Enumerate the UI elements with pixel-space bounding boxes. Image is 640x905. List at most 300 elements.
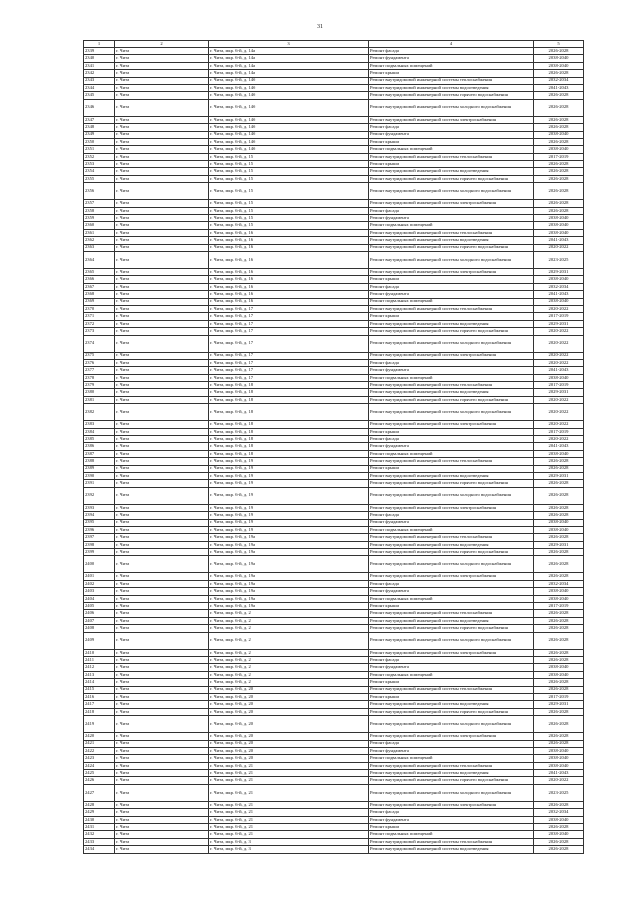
work-type-cell: Ремонт внутридомовой инженерной системы теплоснабжения xyxy=(369,305,534,312)
row-number-cell: 2397 xyxy=(84,534,115,541)
locality-cell: г. Чита xyxy=(115,573,209,580)
row-number-cell: 2399 xyxy=(84,549,115,556)
period-cell: 2026-2028 xyxy=(534,48,584,55)
address-cell: г. Чита, мкр. 6-й, д. 19а xyxy=(209,549,369,556)
period-cell: 2020-2022 xyxy=(534,335,584,352)
work-type-cell: Ремонт фундамента xyxy=(369,291,534,298)
address-cell: г. Чита, мкр. 6-й, д. 14б xyxy=(209,116,369,123)
address-cell: г. Чита, мкр. 6-й, д. 2 xyxy=(209,610,369,617)
row-number-cell: 2417 xyxy=(84,701,115,708)
address-cell: г. Чита, мкр. 6-й, д. 18 xyxy=(209,450,369,457)
address-cell: г. Чита, мкр. 6-й, д. 19 xyxy=(209,512,369,519)
table-row xyxy=(84,99,584,116)
locality-cell: г. Чита xyxy=(115,244,209,251)
address-cell: г. Чита, мкр. 6-й, д. 21 xyxy=(209,762,369,769)
locality-cell: г. Чита xyxy=(115,62,209,69)
period-cell: 2020-2022 xyxy=(534,421,584,428)
locality-cell: г. Чита xyxy=(115,625,209,632)
table-row xyxy=(84,428,584,435)
address-cell: г. Чита, мкр. 6-й, д. 14а xyxy=(209,70,369,77)
row-number-cell: 2405 xyxy=(84,603,115,610)
locality-cell: г. Чита xyxy=(115,649,209,656)
period-cell: 2038-2040 xyxy=(534,222,584,229)
address-cell: г. Чита, мкр. 6-й, д. 14б xyxy=(209,124,369,131)
work-type-cell: Ремонт внутридомовой инженерной системы водоотведения xyxy=(369,770,534,777)
address-cell: г. Чита, мкр. 6-й, д. 20 xyxy=(209,693,369,700)
table-row xyxy=(84,541,584,548)
locality-cell: г. Чита xyxy=(115,138,209,145)
row-number-cell: 2402 xyxy=(84,580,115,587)
table-row xyxy=(84,733,584,740)
period-cell: 2020-2022 xyxy=(534,305,584,312)
period-cell: 2023-2025 xyxy=(534,784,584,801)
row-number-cell: 2389 xyxy=(84,465,115,472)
locality-cell: г. Чита xyxy=(115,153,209,160)
locality-cell: г. Чита xyxy=(115,465,209,472)
period-cell: 2026-2028 xyxy=(534,733,584,740)
period-cell: 2029-2031 xyxy=(534,268,584,275)
locality-cell: г. Чита xyxy=(115,207,209,214)
locality-cell: г. Чита xyxy=(115,77,209,84)
work-type-cell: Ремонт внутридомовой инженерной системы водоотведения xyxy=(369,84,534,91)
table-row xyxy=(84,664,584,671)
table-row xyxy=(84,229,584,236)
period-cell: 2026-2028 xyxy=(534,92,584,99)
address-cell: г. Чита, мкр. 6-й, д. 15 xyxy=(209,175,369,182)
period-cell: 2023-2025 xyxy=(534,251,584,268)
table-header-row xyxy=(84,41,584,48)
address-cell: г. Чита, мкр. 6-й, д. 19 xyxy=(209,504,369,511)
period-cell: 2026-2028 xyxy=(534,116,584,123)
period-cell: 2041-2043 xyxy=(534,367,584,374)
work-type-cell: Ремонт внутридомовой инженерной системы теплоснабжения xyxy=(369,610,534,617)
period-cell: 2026-2028 xyxy=(534,740,584,747)
locality-cell: г. Чита xyxy=(115,701,209,708)
table-row xyxy=(84,617,584,624)
locality-cell: г. Чита xyxy=(115,305,209,312)
table-row xyxy=(84,831,584,838)
locality-cell: г. Чита xyxy=(115,708,209,715)
work-type-cell: Ремонт внутридомовой инженерной системы электроснабжения xyxy=(369,504,534,511)
work-type-cell: Ремонт крыши xyxy=(369,693,534,700)
works-table xyxy=(83,40,584,854)
period-cell: 2026-2028 xyxy=(534,617,584,624)
locality-cell: г. Чита xyxy=(115,671,209,678)
address-cell: г. Чита, мкр. 6-й, д. 2 xyxy=(209,625,369,632)
period-cell: 2038-2040 xyxy=(534,131,584,138)
period-cell: 2026-2028 xyxy=(534,573,584,580)
row-number-cell: 2418 xyxy=(84,708,115,715)
work-type-cell: Ремонт внутридомовой инженерной системы холодного водоснабжения xyxy=(369,404,534,421)
locality-cell: г. Чита xyxy=(115,657,209,664)
work-type-cell: Ремонт внутридомовой инженерной системы электроснабжения xyxy=(369,733,534,740)
address-cell: г. Чита, мкр. 6-й, д. 18 xyxy=(209,428,369,435)
locality-cell: г. Чита xyxy=(115,770,209,777)
address-cell: г. Чита, мкр. 6-й, д. 18 xyxy=(209,404,369,421)
work-type-cell: Ремонт внутридомовой инженерной системы водоотведения xyxy=(369,389,534,396)
row-number-cell: 2349 xyxy=(84,131,115,138)
table-row xyxy=(84,846,584,853)
row-number-cell: 2423 xyxy=(84,755,115,762)
work-type-cell: Ремонт подвальных помещений xyxy=(369,374,534,381)
table-row xyxy=(84,580,584,587)
period-cell: 2026-2028 xyxy=(534,556,584,573)
period-cell: 2026-2028 xyxy=(534,207,584,214)
address-cell: г. Чита, мкр. 6-й, д. 14б xyxy=(209,146,369,153)
work-type-cell: Ремонт внутридомовой инженерной системы электроснабжения xyxy=(369,421,534,428)
period-cell: 2026-2028 xyxy=(534,487,584,504)
period-cell: 2026-2028 xyxy=(534,534,584,541)
row-number-cell: 2355 xyxy=(84,175,115,182)
period-cell: 2026-2028 xyxy=(534,649,584,656)
row-number-cell: 2363 xyxy=(84,244,115,251)
address-cell: г. Чита, мкр. 6-й, д. 19 xyxy=(209,480,369,487)
row-number-cell: 2428 xyxy=(84,801,115,808)
table-row xyxy=(84,276,584,283)
row-number-cell: 2424 xyxy=(84,762,115,769)
period-cell: 2029-2031 xyxy=(534,541,584,548)
work-type-cell: Ремонт подвальных помещений xyxy=(369,62,534,69)
row-number-cell: 2344 xyxy=(84,84,115,91)
period-cell: 2026-2028 xyxy=(534,183,584,200)
address-cell: г. Чита, мкр. 6-й, д. 19 xyxy=(209,465,369,472)
work-type-cell: Ремонт подвальных помещений xyxy=(369,595,534,602)
row-number-cell: 2406 xyxy=(84,610,115,617)
row-number-cell: 2391 xyxy=(84,480,115,487)
period-cell: 2026-2028 xyxy=(534,458,584,465)
period-cell: 2017-2019 xyxy=(534,153,584,160)
table-row xyxy=(84,124,584,131)
address-cell: г. Чита, мкр. 6-й, д. 14б xyxy=(209,92,369,99)
period-cell: 2026-2028 xyxy=(534,716,584,733)
period-cell: 2026-2028 xyxy=(534,708,584,715)
address-cell: г. Чита, мкр. 6-й, д. 15 xyxy=(209,215,369,222)
address-cell: г. Чита, мкр. 6-й, д. 14б xyxy=(209,84,369,91)
row-number-cell: 2369 xyxy=(84,298,115,305)
table-row xyxy=(84,632,584,649)
period-cell: 2038-2040 xyxy=(534,664,584,671)
locality-cell: г. Чита xyxy=(115,335,209,352)
table-row xyxy=(84,519,584,526)
row-number-cell: 2351 xyxy=(84,146,115,153)
work-type-cell: Ремонт фундамента xyxy=(369,747,534,754)
work-type-cell: Ремонт внутридомовой инженерной системы холодного водоснабжения xyxy=(369,784,534,801)
address-cell: г. Чита, мкр. 6-й, д. 14а xyxy=(209,55,369,62)
row-number-cell: 2345 xyxy=(84,92,115,99)
period-cell: 2026-2028 xyxy=(534,480,584,487)
work-type-cell: Ремонт внутридомовой инженерной системы электроснабжения xyxy=(369,801,534,808)
table-row xyxy=(84,62,584,69)
period-cell: 2038-2040 xyxy=(534,55,584,62)
address-cell: г. Чита, мкр. 6-й, д. 20 xyxy=(209,755,369,762)
work-type-cell: Ремонт фундамента xyxy=(369,519,534,526)
address-cell: г. Чита, мкр. 6-й, д. 2 xyxy=(209,664,369,671)
table-row xyxy=(84,838,584,845)
row-number-cell: 2411 xyxy=(84,657,115,664)
header-cell: 5 xyxy=(534,41,584,48)
locality-cell: г. Чита xyxy=(115,610,209,617)
work-type-cell: Ремонт внутридомовой инженерной системы горячего водоснабжения xyxy=(369,549,534,556)
address-cell: г. Чита, мкр. 6-й, д. 15 xyxy=(209,161,369,168)
row-number-cell: 2419 xyxy=(84,716,115,733)
row-number-cell: 2384 xyxy=(84,428,115,435)
locality-cell: г. Чита xyxy=(115,320,209,327)
locality-cell: г. Чита xyxy=(115,70,209,77)
period-cell: 2026-2028 xyxy=(534,610,584,617)
locality-cell: г. Чита xyxy=(115,588,209,595)
row-number-cell: 2392 xyxy=(84,487,115,504)
table-row xyxy=(84,708,584,715)
address-cell: г. Чита, мкр. 6-й, д. 18 xyxy=(209,396,369,403)
address-cell: г. Чита, мкр. 6-й, д. 17 xyxy=(209,320,369,327)
period-cell: 2029-2031 xyxy=(534,701,584,708)
period-cell: 2026-2028 xyxy=(534,838,584,845)
period-cell: 2017-2019 xyxy=(534,603,584,610)
period-cell: 2038-2040 xyxy=(534,595,584,602)
period-cell: 2026-2028 xyxy=(534,549,584,556)
address-cell: г. Чита, мкр. 6-й, д. 16 xyxy=(209,229,369,236)
row-number-cell: 2414 xyxy=(84,679,115,686)
period-cell: 2032-2034 xyxy=(534,77,584,84)
period-cell: 2026-2028 xyxy=(534,657,584,664)
work-type-cell: Ремонт внутридомовой инженерной системы водоотведения xyxy=(369,320,534,327)
locality-cell: г. Чита xyxy=(115,603,209,610)
table-row xyxy=(84,404,584,421)
work-type-cell: Ремонт фундамента xyxy=(369,367,534,374)
table-row xyxy=(84,512,584,519)
locality-cell: г. Чита xyxy=(115,534,209,541)
row-number-cell: 2413 xyxy=(84,671,115,678)
row-number-cell: 2341 xyxy=(84,62,115,69)
row-number-cell: 2375 xyxy=(84,352,115,359)
address-cell: г. Чита, мкр. 6-й, д. 19 xyxy=(209,472,369,479)
work-type-cell: Ремонт фасада xyxy=(369,48,534,55)
row-number-cell: 2371 xyxy=(84,313,115,320)
locality-cell: г. Чита xyxy=(115,679,209,686)
address-cell: г. Чита, мкр. 6-й, д. 14б xyxy=(209,131,369,138)
table-row xyxy=(84,526,584,533)
work-type-cell: Ремонт крыши xyxy=(369,313,534,320)
work-type-cell: Ремонт внутридомовой инженерной системы горячего водоснабжения xyxy=(369,328,534,335)
table-row xyxy=(84,801,584,808)
row-number-cell: 2410 xyxy=(84,649,115,656)
address-cell: г. Чита, мкр. 6-й, д. 14а xyxy=(209,62,369,69)
period-cell: 2026-2028 xyxy=(534,846,584,853)
work-type-cell: Ремонт подвальных помещений xyxy=(369,222,534,229)
work-type-cell: Ремонт внутридомовой инженерной системы теплоснабжения xyxy=(369,534,534,541)
locality-cell: г. Чита xyxy=(115,313,209,320)
address-cell: г. Чита, мкр. 6-й, д. 14а xyxy=(209,48,369,55)
work-type-cell: Ремонт внутридомовой инженерной системы теплоснабжения xyxy=(369,838,534,845)
row-number-cell: 2365 xyxy=(84,268,115,275)
row-number-cell: 2394 xyxy=(84,512,115,519)
row-number-cell: 2350 xyxy=(84,138,115,145)
work-type-cell: Ремонт внутридомовой инженерной системы горячего водоснабжения xyxy=(369,244,534,251)
table-row xyxy=(84,367,584,374)
work-type-cell: Ремонт подвальных помещений xyxy=(369,298,534,305)
address-cell: г. Чита, мкр. 6-й, д. 19а xyxy=(209,573,369,580)
work-type-cell: Ремонт внутридомовой инженерной системы горячего водоснабжения xyxy=(369,708,534,715)
period-cell: 2026-2028 xyxy=(534,512,584,519)
address-cell: г. Чита, мкр. 6-й, д. 15 xyxy=(209,168,369,175)
period-cell: 2038-2040 xyxy=(534,374,584,381)
work-type-cell: Ремонт фасада xyxy=(369,436,534,443)
locality-cell: г. Чита xyxy=(115,801,209,808)
work-type-cell: Ремонт подвальных помещений xyxy=(369,831,534,838)
address-cell: г. Чита, мкр. 6-й, д. 3 xyxy=(209,838,369,845)
locality-cell: г. Чита xyxy=(115,733,209,740)
period-cell: 2026-2028 xyxy=(534,138,584,145)
work-type-cell: Ремонт крыши xyxy=(369,603,534,610)
period-cell: 2020-2022 xyxy=(534,352,584,359)
row-number-cell: 2416 xyxy=(84,693,115,700)
row-number-cell: 2396 xyxy=(84,526,115,533)
address-cell: г. Чита, мкр. 6-й, д. 17 xyxy=(209,313,369,320)
table-row xyxy=(84,183,584,200)
table-row xyxy=(84,534,584,541)
locality-cell: г. Чита xyxy=(115,693,209,700)
locality-cell: г. Чита xyxy=(115,421,209,428)
address-cell: г. Чита, мкр. 6-й, д. 18 xyxy=(209,443,369,450)
table-row xyxy=(84,77,584,84)
work-type-cell: Ремонт фундамента xyxy=(369,816,534,823)
locality-cell: г. Чита xyxy=(115,595,209,602)
address-cell: г. Чита, мкр. 6-й, д. 17 xyxy=(209,374,369,381)
address-cell: г. Чита, мкр. 6-й, д. 21 xyxy=(209,777,369,784)
work-type-cell: Ремонт внутридомовой инженерной системы водоотведения xyxy=(369,472,534,479)
row-number-cell: 2400 xyxy=(84,556,115,573)
period-cell: 2038-2040 xyxy=(534,215,584,222)
work-type-cell: Ремонт фасада xyxy=(369,740,534,747)
table-row xyxy=(84,472,584,479)
period-cell: 2026-2028 xyxy=(534,824,584,831)
address-cell: г. Чита, мкр. 6-й, д. 19а xyxy=(209,588,369,595)
table-row xyxy=(84,777,584,784)
table-row xyxy=(84,146,584,153)
table-row xyxy=(84,487,584,504)
address-cell: г. Чита, мкр. 6-й, д. 2 xyxy=(209,617,369,624)
header-cell: 1 xyxy=(84,41,115,48)
address-cell: г. Чита, мкр. 6-й, д. 21 xyxy=(209,831,369,838)
address-cell: г. Чита, мкр. 6-й, д. 19а xyxy=(209,595,369,602)
locality-cell: г. Чита xyxy=(115,740,209,747)
work-type-cell: Ремонт крыши xyxy=(369,465,534,472)
address-cell: г. Чита, мкр. 6-й, д. 15 xyxy=(209,153,369,160)
locality-cell: г. Чита xyxy=(115,549,209,556)
period-cell: 2038-2040 xyxy=(534,671,584,678)
locality-cell: г. Чита xyxy=(115,175,209,182)
row-number-cell: 2378 xyxy=(84,374,115,381)
work-type-cell: Ремонт фундамента xyxy=(369,588,534,595)
work-type-cell: Ремонт фундамента xyxy=(369,55,534,62)
row-number-cell: 2386 xyxy=(84,443,115,450)
table-row xyxy=(84,784,584,801)
work-type-cell: Ремонт внутридомовой инженерной системы теплоснабжения xyxy=(369,382,534,389)
period-cell: 2020-2022 xyxy=(534,328,584,335)
row-number-cell: 2346 xyxy=(84,99,115,116)
address-cell: г. Чита, мкр. 6-й, д. 20 xyxy=(209,716,369,733)
row-number-cell: 2398 xyxy=(84,541,115,548)
work-type-cell: Ремонт фасада xyxy=(369,207,534,214)
address-cell: г. Чита, мкр. 6-й, д. 3 xyxy=(209,846,369,853)
locality-cell: г. Чита xyxy=(115,716,209,733)
period-cell: 2032-2034 xyxy=(534,580,584,587)
period-cell: 2038-2040 xyxy=(534,526,584,533)
table-row xyxy=(84,770,584,777)
locality-cell: г. Чита xyxy=(115,428,209,435)
row-number-cell: 2339 xyxy=(84,48,115,55)
table-row xyxy=(84,549,584,556)
row-number-cell: 2393 xyxy=(84,504,115,511)
locality-cell: г. Чита xyxy=(115,580,209,587)
row-number-cell: 2348 xyxy=(84,124,115,131)
table-row xyxy=(84,313,584,320)
work-type-cell: Ремонт фасада xyxy=(369,580,534,587)
locality-cell: г. Чита xyxy=(115,480,209,487)
table-row xyxy=(84,480,584,487)
period-cell: 2038-2040 xyxy=(534,747,584,754)
table-row xyxy=(84,747,584,754)
locality-cell: г. Чита xyxy=(115,161,209,168)
row-number-cell: 2340 xyxy=(84,55,115,62)
row-number-cell: 2360 xyxy=(84,222,115,229)
period-cell: 2029-2031 xyxy=(534,320,584,327)
period-cell: 2026-2028 xyxy=(534,175,584,182)
locality-cell: г. Чита xyxy=(115,777,209,784)
locality-cell: г. Чита xyxy=(115,283,209,290)
table-row xyxy=(84,207,584,214)
work-type-cell: Ремонт внутридомовой инженерной системы холодного водоснабжения xyxy=(369,183,534,200)
locality-cell: г. Чита xyxy=(115,116,209,123)
locality-cell: г. Чита xyxy=(115,298,209,305)
table-row xyxy=(84,755,584,762)
work-type-cell: Ремонт внутридомовой инженерной системы холодного водоснабжения xyxy=(369,335,534,352)
table-row xyxy=(84,328,584,335)
work-type-cell: Ремонт внутридомовой инженерной системы водоотведения xyxy=(369,237,534,244)
period-cell: 2026-2028 xyxy=(534,168,584,175)
row-number-cell: 2390 xyxy=(84,472,115,479)
work-type-cell: Ремонт фундамента xyxy=(369,443,534,450)
address-cell: г. Чита, мкр. 6-й, д. 16 xyxy=(209,237,369,244)
row-number-cell: 2409 xyxy=(84,632,115,649)
row-number-cell: 2372 xyxy=(84,320,115,327)
work-type-cell: Ремонт фасада xyxy=(369,657,534,664)
work-type-cell: Ремонт внутридомовой инженерной системы холодного водоснабжения xyxy=(369,487,534,504)
table-row xyxy=(84,679,584,686)
table-row xyxy=(84,573,584,580)
work-type-cell: Ремонт внутридомовой инженерной системы электроснабжения xyxy=(369,649,534,656)
table-row xyxy=(84,237,584,244)
period-cell: 2038-2040 xyxy=(534,298,584,305)
address-cell: г. Чита, мкр. 6-й, д. 2 xyxy=(209,679,369,686)
address-cell: г. Чита, мкр. 6-й, д. 2 xyxy=(209,657,369,664)
locality-cell: г. Чита xyxy=(115,824,209,831)
work-type-cell: Ремонт внутридомовой инженерной системы холодного водоснабжения xyxy=(369,251,534,268)
row-number-cell: 2387 xyxy=(84,450,115,457)
work-type-cell: Ремонт подвальных помещений xyxy=(369,755,534,762)
table-row xyxy=(84,693,584,700)
locality-cell: г. Чита xyxy=(115,831,209,838)
work-type-cell: Ремонт фасада xyxy=(369,124,534,131)
locality-cell: г. Чита xyxy=(115,200,209,207)
locality-cell: г. Чита xyxy=(115,487,209,504)
locality-cell: г. Чита xyxy=(115,396,209,403)
period-cell: 2038-2040 xyxy=(534,519,584,526)
row-number-cell: 2354 xyxy=(84,168,115,175)
address-cell: г. Чита, мкр. 6-й, д. 20 xyxy=(209,701,369,708)
work-type-cell: Ремонт внутридомовой инженерной системы холодного водоснабжения xyxy=(369,556,534,573)
period-cell: 2026-2028 xyxy=(534,625,584,632)
